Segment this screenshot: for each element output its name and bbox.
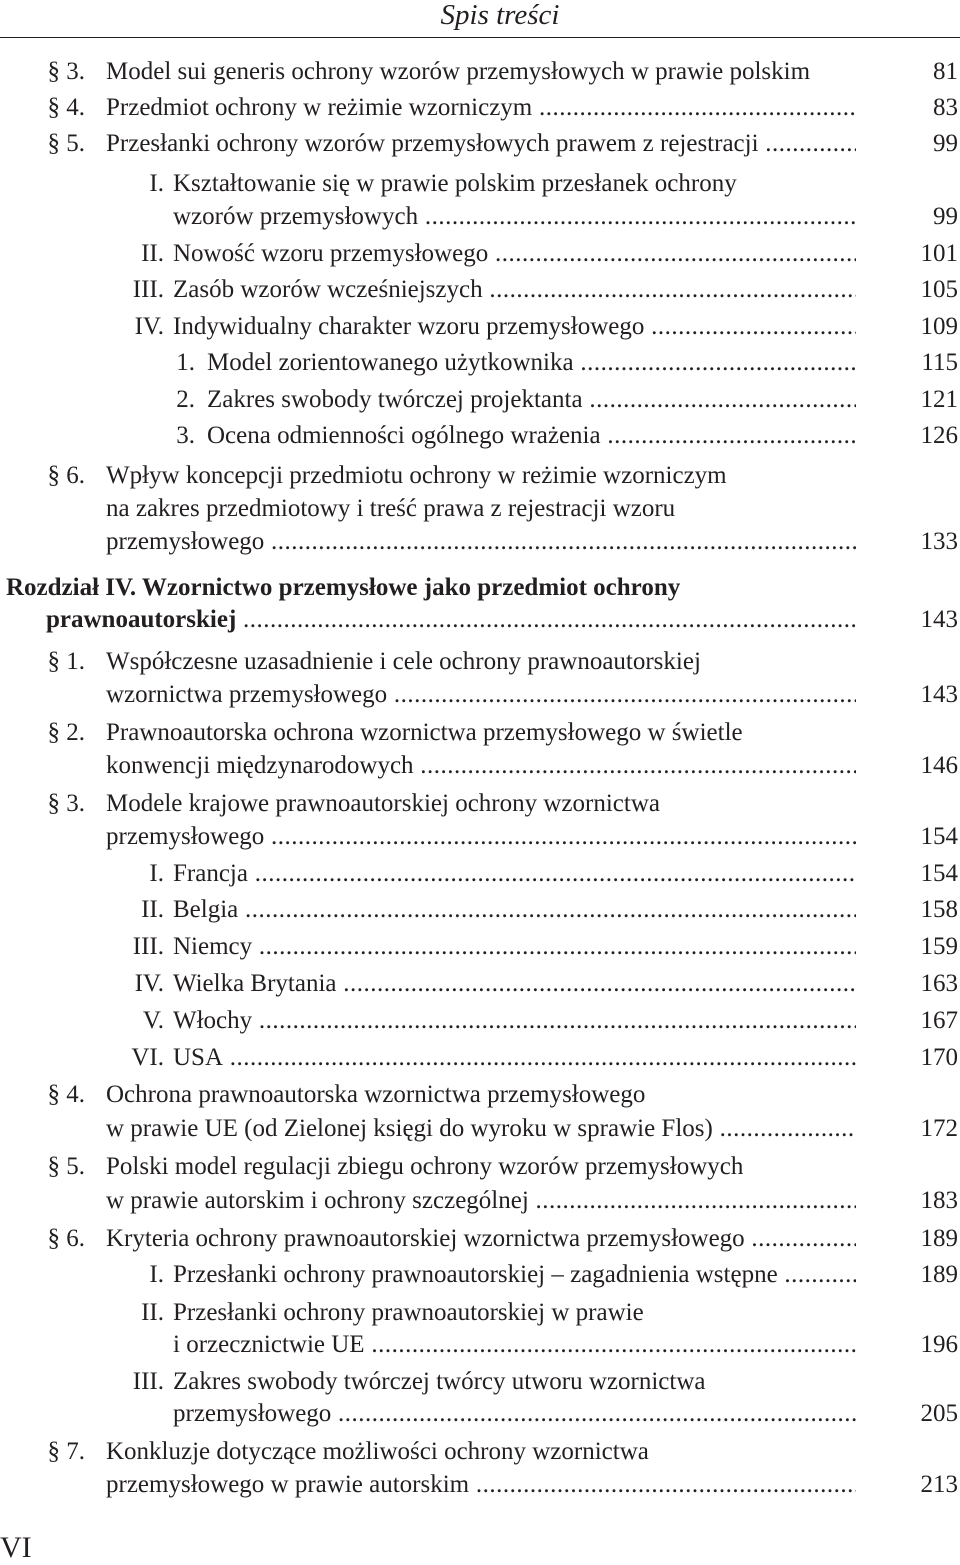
toc-entry-title: Współczesne uzasadnienie i cele ochrony prawnoautorskiej (106, 648, 701, 675)
toc-entry-marker: § 1. (47, 648, 85, 675)
toc-entry-title: wzorów przemysłowych ..... (173, 199, 856, 235)
toc-entry (0, 929, 960, 965)
toc-entry-title: w prawie autorskim i ochrony szczególnej ..... (106, 1183, 856, 1219)
toc-entry-title: Zakres swobody twórczej projektanta ..... (207, 382, 856, 418)
toc-entry-title: Niemcy ..... (173, 929, 856, 965)
toc-entry (0, 1183, 960, 1219)
toc-entry-page: 154 (920, 860, 958, 887)
toc-entry (0, 491, 960, 527)
toc-entry-page: 101 (920, 240, 958, 267)
toc-entry-title: Przesłanki ochrony wzorów przemysłowych prawem z rejestracji ..... (106, 126, 856, 162)
toc-entry-marker: § 3. (47, 790, 85, 817)
toc-entry-marker: § 4. (47, 94, 85, 121)
toc-entry (0, 644, 960, 680)
toc-entry-marker: § 3. (47, 58, 85, 85)
toc-entry (0, 1040, 960, 1076)
toc-entry-marker: § 6. (47, 1225, 85, 1252)
toc-entry-title: Włochy ..... (173, 1003, 856, 1039)
toc-entry (0, 458, 960, 494)
page-header-title: Spis treści (440, 0, 560, 31)
toc-entry-marker: 3. (176, 422, 195, 449)
toc-entry (0, 1467, 960, 1503)
toc-entry-marker: § 5. (47, 130, 85, 157)
toc-entry-marker: IV. (134, 970, 164, 997)
toc-entry (0, 786, 960, 822)
toc-entry-title: i orzecznictwie UE ..... (173, 1327, 856, 1363)
toc-entry-title: Kryteria ochrony prawnoautorskiej wzornictwa przemysłowego ..... (106, 1221, 856, 1257)
toc-entry-title: Modele krajowe prawnoautorskiej ochrony wzornictwa (106, 790, 660, 817)
toc-entry-title: prawnoautorskiej ..... (46, 602, 856, 638)
toc-entry-title: Belgia ..... (173, 892, 856, 928)
toc-entry-page: 143 (920, 681, 958, 708)
toc-entry-title: przemysłowego w prawie autorskim ..... (106, 1467, 856, 1503)
toc-entry-page: 159 (920, 933, 958, 960)
toc-entry (0, 382, 960, 418)
toc-entry-title: przemysłowego ..... (106, 819, 856, 855)
toc-entry-page: 126 (920, 422, 958, 449)
toc-entry-title: Francja ..... (173, 856, 856, 892)
toc-entry-page: 213 (920, 1471, 958, 1498)
toc-entry-page: 146 (920, 752, 958, 779)
toc-entry (0, 54, 960, 90)
toc-entry-page: 167 (920, 1007, 958, 1034)
toc-entry (0, 819, 960, 855)
toc-entry-page: 196 (920, 1331, 958, 1358)
toc-entry (0, 90, 960, 126)
toc-entry-page: 189 (920, 1225, 958, 1252)
toc-entry-page: 133 (920, 528, 958, 555)
toc-entry-title: Konkluzje dotyczące możliwości ochrony wzornictwa (106, 1438, 649, 1465)
toc-entry-title: Ocena odmienności ogólnego wrażenia ..... (207, 418, 856, 454)
toc-entry-marker: V. (142, 1007, 164, 1034)
toc-entry (0, 966, 960, 1002)
toc-entry-page: 99 (933, 130, 958, 157)
toc-entry-page: 99 (933, 203, 958, 230)
toc-entry (0, 1327, 960, 1363)
toc-entry-marker: § 4. (47, 1081, 85, 1108)
toc-entry-marker: § 5. (47, 1153, 85, 1180)
toc-entry-title: Nowość wzoru przemysłowego ..... (173, 236, 856, 272)
toc-entry-title: wzornictwa przemysłowego ..... (106, 677, 856, 713)
toc-entry-marker: VI. (131, 1044, 164, 1071)
toc-entry-marker: II. (141, 896, 164, 923)
toc-entry (0, 570, 960, 606)
toc-entry (0, 1111, 960, 1147)
toc-entry (0, 677, 960, 713)
toc-entry (0, 892, 960, 928)
toc-entry-title: Przedmiot ochrony w reżimie wzorniczym ..... (106, 90, 856, 126)
toc-entry-page: 143 (920, 606, 958, 633)
toc-entry-page: 81 (933, 58, 958, 85)
toc-entry (0, 345, 960, 381)
toc-entry-title: w prawie UE (od Zielonej księgi do wyroku w sprawie Flos) ..... (106, 1111, 856, 1147)
toc-entry-page: 183 (920, 1187, 958, 1214)
toc-entry-marker: II. (141, 1299, 164, 1326)
toc-entry (0, 1257, 960, 1293)
toc-entry-page: 158 (920, 896, 958, 923)
toc-entry (0, 1077, 960, 1113)
toc-entry-title: Model sui generis ochrony wzorów przemysłowych w prawie polskim (106, 58, 811, 85)
toc-entry (0, 856, 960, 892)
toc-entry-marker: I. (149, 170, 164, 197)
toc-entry-page: 205 (920, 1400, 958, 1427)
toc-entry-title: Model zorientowanego użytkownika ..... (207, 345, 856, 381)
toc-entry (0, 418, 960, 454)
page-folio: VI (0, 1531, 32, 1564)
toc-entry (0, 1364, 960, 1400)
toc-entry-marker: I. (149, 1261, 164, 1288)
toc-entry-marker: 1. (176, 349, 195, 376)
toc-entry-page: 170 (920, 1044, 958, 1071)
toc-entry (0, 1434, 960, 1470)
toc-entry-title: USA ..... (173, 1040, 856, 1076)
toc-entry (0, 602, 960, 638)
toc-entry-marker: III. (132, 1368, 164, 1395)
toc-entry-marker: II. (141, 240, 164, 267)
toc-entry-marker: III. (132, 276, 164, 303)
toc-entry-title: Wpływ koncepcji przedmiotu ochrony w reżimie wzorniczym (106, 462, 727, 489)
toc-entry-page: 189 (920, 1261, 958, 1288)
toc-entry (0, 126, 960, 162)
toc-entry-page: 105 (920, 276, 958, 303)
toc-entry-page: 154 (920, 823, 958, 850)
toc-entry (0, 199, 960, 235)
toc-entry-page: 109 (920, 313, 958, 340)
toc-entry (0, 748, 960, 784)
toc-entry-title: Prawnoautorska ochrona wzornictwa przemysłowego w świetle (106, 719, 743, 746)
toc-entry (0, 1396, 960, 1432)
toc-entry-title: konwencji międzynarodowych ..... (106, 748, 856, 784)
toc-entry-title: Indywidualny charakter wzoru przemysłowego ..... (173, 309, 856, 345)
toc-entry-page: 115 (921, 349, 958, 376)
toc-entry-title: przemysłowego ..... (106, 524, 856, 560)
toc-entry-title: Kształtowanie się w prawie polskim przesłanek ochrony (173, 170, 737, 197)
toc-entry-marker: IV. (134, 313, 164, 340)
toc-entry-marker: § 6. (47, 462, 85, 489)
toc-entry-title: Wielka Brytania ..... (173, 966, 856, 1002)
toc-entry-title: Przesłanki ochrony prawnoautorskiej – zagadnienia wstępne ..... (173, 1257, 856, 1293)
toc-entry (0, 236, 960, 272)
toc-entry-title: na zakres przedmiotowy i treść prawa z rejestracji wzoru (106, 495, 676, 522)
toc-entry-title: Przesłanki ochrony prawnoautorskiej w prawie (173, 1299, 644, 1326)
toc-entry (0, 1149, 960, 1185)
toc-entry (0, 166, 960, 202)
toc-entry-title: Rozdział IV. Wzornictwo przemysłowe jako przedmiot ochrony (6, 574, 681, 601)
toc-entry-marker: § 7. (47, 1438, 85, 1465)
toc-entry-title: Zakres swobody twórczej twórcy utworu wzornictwa (173, 1368, 706, 1395)
toc-entry-marker: III. (132, 933, 164, 960)
toc-entry-page: 172 (920, 1115, 958, 1142)
toc-entry (0, 1295, 960, 1331)
toc-entry (0, 1003, 960, 1039)
toc-entry-title: Polski model regulacji zbiegu ochrony wzorów przemysłowych (106, 1153, 744, 1180)
toc-entry-title: Ochrona prawnoautorska wzornictwa przemysłowego (106, 1081, 646, 1108)
toc-entry-marker: 2. (176, 386, 195, 413)
toc-entry-page: 83 (933, 94, 958, 121)
toc-entry-marker: I. (149, 860, 164, 887)
toc-entry-title: Zasób wzorów wcześniejszych ..... (173, 272, 856, 308)
toc-entry-marker: § 2. (47, 719, 85, 746)
toc-entry-title: przemysłowego ..... (173, 1396, 856, 1432)
toc-entry (0, 715, 960, 751)
toc-entry-page: 121 (920, 386, 958, 413)
toc-entry (0, 272, 960, 308)
toc-entry-page: 163 (920, 970, 958, 997)
toc-entry (0, 309, 960, 345)
toc-entry (0, 1221, 960, 1257)
toc-entry (0, 524, 960, 560)
